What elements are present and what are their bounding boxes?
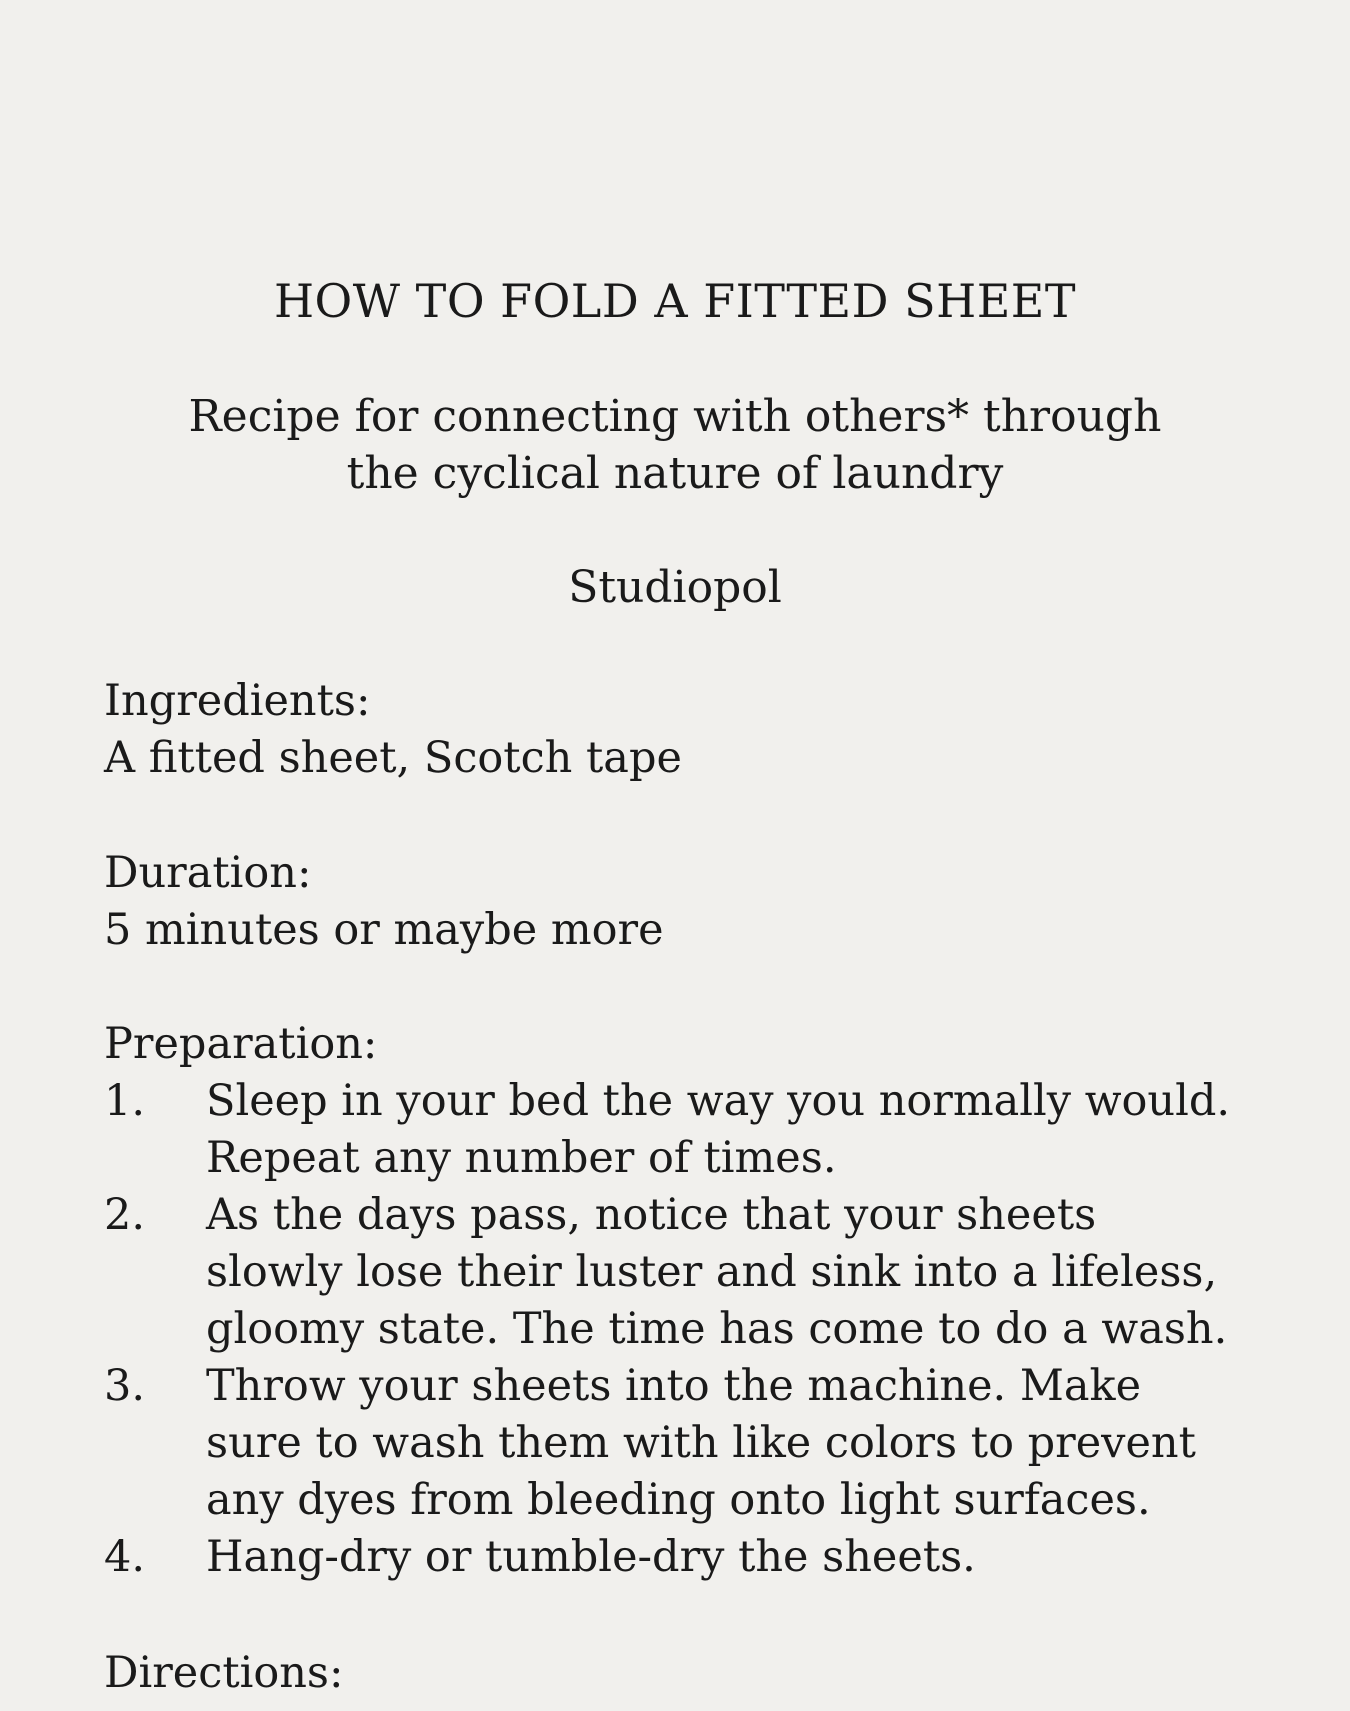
- ingredients-heading: Ingredients:: [104, 676, 371, 726]
- duration-section: [104, 845, 1304, 959]
- step-line: Throw your sheets into the machine. Make: [206, 1361, 1142, 1411]
- preparation-step: [104, 1358, 1304, 1529]
- preparation-section: [104, 1016, 1304, 1586]
- duration-text: 5 minutes or maybe more: [104, 905, 664, 955]
- step-text: [206, 1358, 1304, 1529]
- subtitle-line-2: the cyclical nature of laundry: [346, 448, 1004, 499]
- author-name: Studiopol: [568, 562, 782, 613]
- step-text: [206, 1073, 1304, 1187]
- subtitle-line-1: Recipe for connecting with others* through: [188, 391, 1162, 442]
- step-line: Repeat any number of times.: [206, 1133, 837, 1183]
- page-title: HOW TO FOLD A FITTED SHEET: [273, 274, 1077, 328]
- step-number: 3.: [104, 1361, 146, 1411]
- step-line: gloomy state. The time has come to do a wash.: [206, 1304, 1228, 1354]
- step-line: Sleep in your bed the way you normally would.: [206, 1076, 1231, 1126]
- step-text: [206, 1187, 1304, 1358]
- directions-section: [104, 1645, 1304, 1702]
- step-line: slowly lose their luster and sink into a lifeless,: [206, 1247, 1218, 1297]
- step-text: [206, 1529, 1304, 1586]
- step-number: 2.: [104, 1190, 146, 1240]
- step-line: Hang-dry or tumble-dry the sheets.: [206, 1532, 976, 1582]
- preparation-step: [104, 1529, 1304, 1586]
- directions-heading: Directions:: [104, 1648, 344, 1698]
- step-number: 1.: [104, 1076, 146, 1126]
- step-line: any dyes from bleeding onto light surfaces.: [206, 1475, 1151, 1525]
- preparation-steps: [104, 1073, 1304, 1586]
- duration-heading: Duration:: [104, 848, 312, 898]
- step-number: 4.: [104, 1532, 146, 1582]
- ingredients-text: A fitted sheet, Scotch tape: [104, 733, 682, 783]
- ingredients-section: [104, 673, 1304, 787]
- preparation-step: [104, 1073, 1304, 1187]
- preparation-step: [104, 1187, 1304, 1358]
- preparation-heading: Preparation:: [104, 1019, 378, 1069]
- step-line: sure to wash them with like colors to prevent: [206, 1418, 1196, 1468]
- step-line: As the days pass, notice that your sheets: [206, 1190, 1097, 1240]
- page-subtitle: [0, 388, 1350, 502]
